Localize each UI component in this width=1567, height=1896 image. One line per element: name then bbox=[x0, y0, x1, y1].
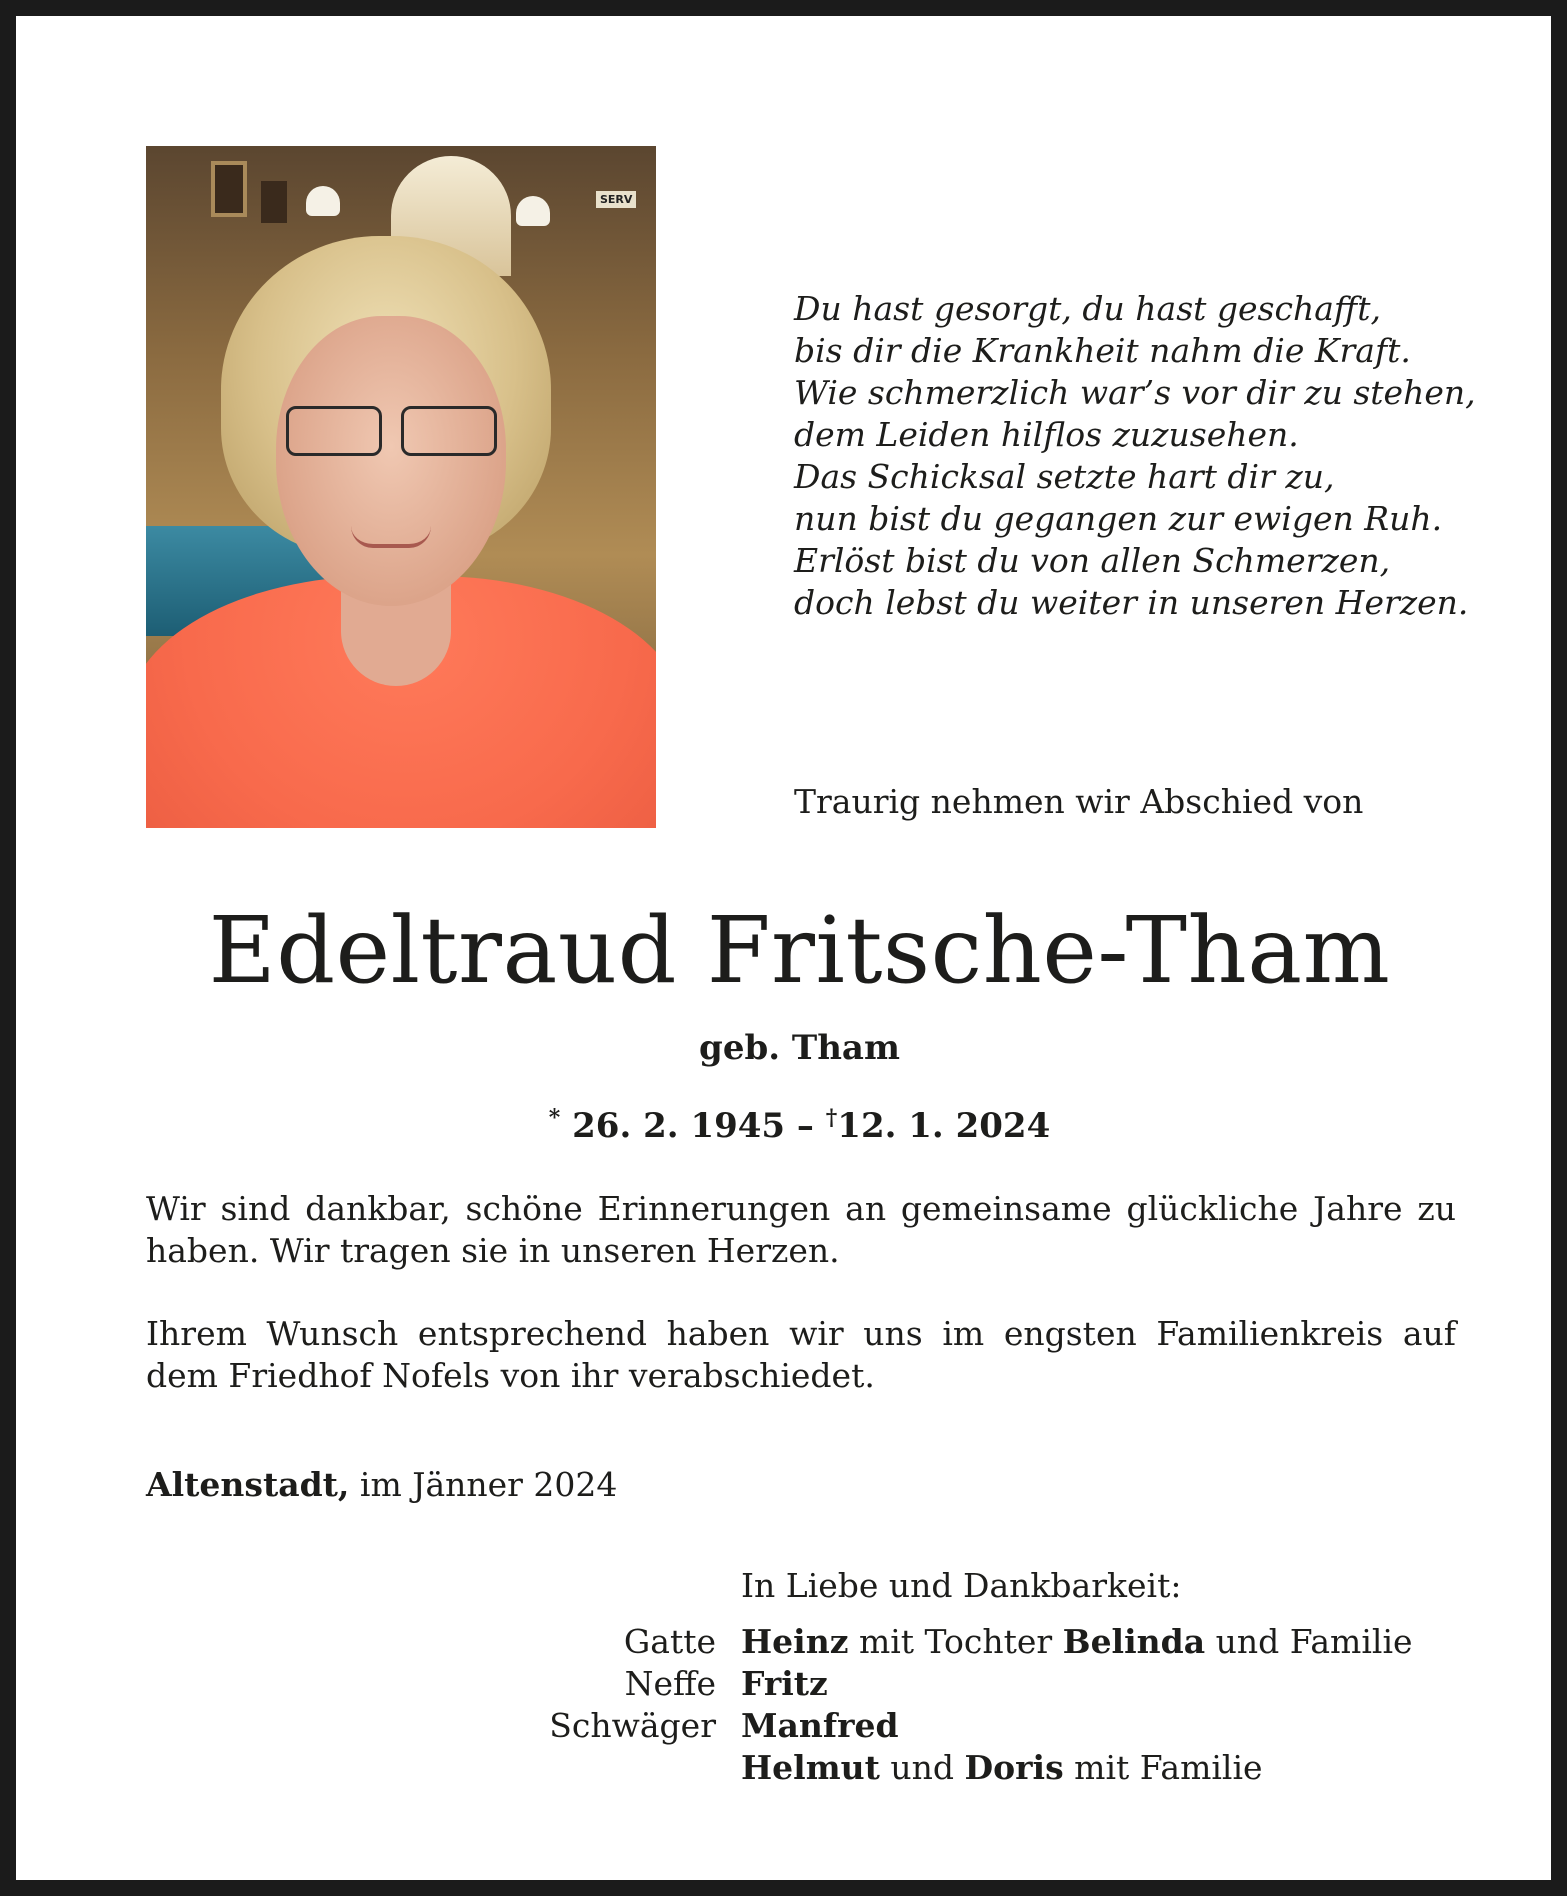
photo-lamp bbox=[306, 186, 340, 216]
date-dash: – bbox=[796, 1106, 814, 1146]
mourner-names: Fritz bbox=[741, 1664, 828, 1703]
poem-line: bis dir die Krankheit nahm die Kraft. bbox=[794, 331, 1411, 370]
mourner-relation bbox=[486, 1747, 741, 1789]
place-city: Altenstadt, bbox=[146, 1465, 350, 1504]
mourner-relation: Gatte bbox=[623, 1622, 716, 1661]
gratitude-paragraph: Wir sind dankbar, schöne Erinnerungen an gemeinsame glückliche Jahre zu haben. Wir tragen sie in unseren Herzen. bbox=[146, 1189, 1456, 1270]
poem-line: Du hast gesorgt, du hast geschafft, bbox=[794, 289, 1382, 328]
death-symbol: † bbox=[825, 1105, 838, 1131]
mourner-relation: Schwäger bbox=[549, 1706, 716, 1745]
poem-line: Das Schicksal setzte hart dir zu, bbox=[794, 457, 1335, 496]
poem-line: Erlöst bist du von allen Schmerzen, bbox=[794, 541, 1391, 580]
place-month: im Jänner 2024 bbox=[359, 1465, 618, 1504]
mourner-row bbox=[486, 1747, 1486, 1789]
birth-date: 26. 2. 1945 bbox=[572, 1106, 786, 1146]
poem-line: doch lebst du weiter in unseren Herzen. bbox=[794, 583, 1469, 622]
mourner-row bbox=[486, 1663, 1486, 1705]
mourner-row bbox=[486, 1705, 1486, 1747]
maiden-name: geb. Tham bbox=[699, 1028, 900, 1068]
mourners-list bbox=[486, 1621, 1486, 1789]
farewell-intro: Traurig nehmen wir Abschied von bbox=[794, 782, 1364, 821]
photo-wall-picture bbox=[211, 161, 247, 217]
photo-lamp bbox=[516, 196, 550, 226]
poem-line: nun bist du gegangen zur ewigen Ruh. bbox=[794, 499, 1443, 538]
place-date bbox=[146, 1464, 617, 1506]
mourner-names: Helmut und Doris mit Familie bbox=[741, 1748, 1263, 1787]
closing-line: In Liebe und Dankbarkeit: bbox=[741, 1566, 1182, 1605]
funeral-paragraph: Ihrem Wunsch entsprechend haben wir uns im engsten Familienkreis auf dem Friedhof Nofels von ihr verabschiedet. bbox=[146, 1314, 1456, 1395]
deceased-name: Edeltraud Fritsche-Tham bbox=[208, 897, 1391, 1004]
mourner-relation: Neffe bbox=[624, 1664, 716, 1703]
poem bbox=[794, 288, 1494, 624]
photo-smile bbox=[351, 526, 431, 548]
mourner-names: Heinz mit Tochter Belinda und Familie bbox=[741, 1622, 1413, 1661]
mourner-row bbox=[486, 1621, 1486, 1663]
photo-face bbox=[276, 316, 506, 606]
poem-line: dem Leiden hilflos zuzusehen. bbox=[794, 415, 1299, 454]
mourner-names: Manfred bbox=[741, 1706, 899, 1745]
photo-wall-clock bbox=[261, 181, 287, 223]
death-date: 12. 1. 2024 bbox=[837, 1106, 1051, 1146]
life-dates bbox=[16, 1096, 1567, 1148]
portrait-photo bbox=[146, 146, 656, 828]
photo-glasses bbox=[286, 406, 496, 454]
birth-symbol: * bbox=[548, 1105, 561, 1131]
photo-sign: SERV bbox=[596, 191, 636, 208]
poem-line: Wie schmerzlich war’s vor dir zu stehen, bbox=[794, 373, 1476, 412]
